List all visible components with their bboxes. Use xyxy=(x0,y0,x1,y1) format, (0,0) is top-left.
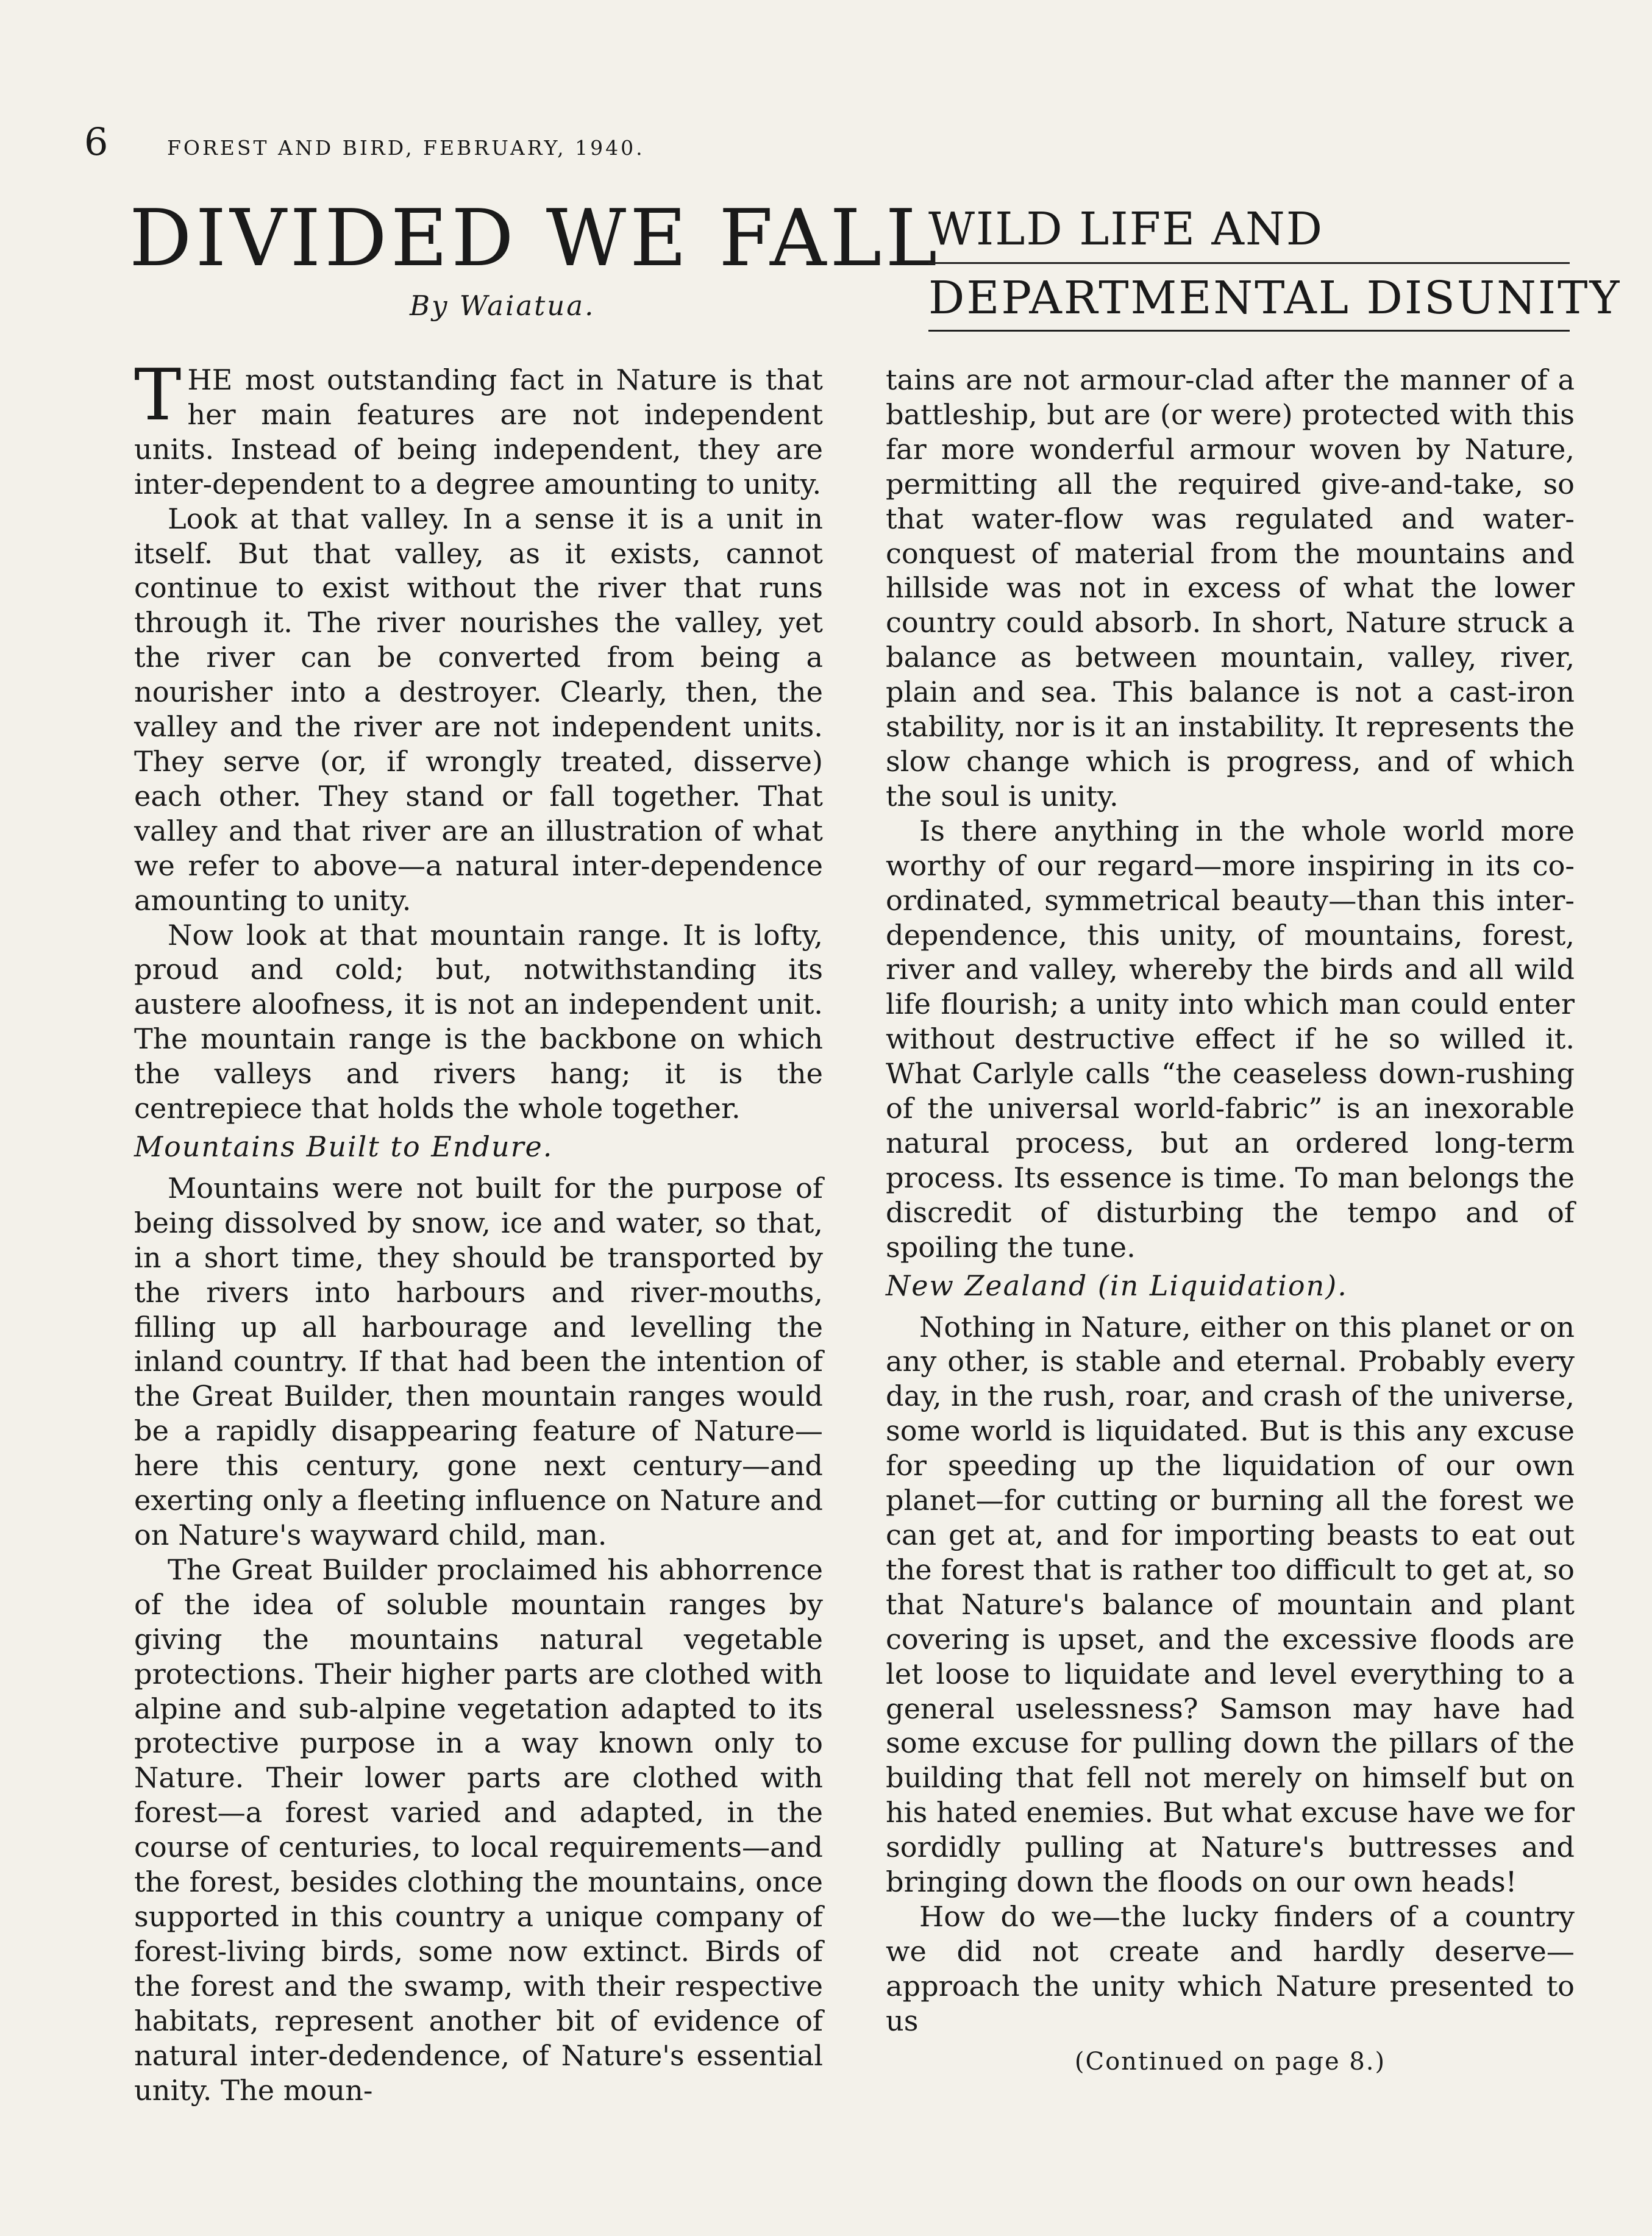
section-heading: Mountains Built to Endure. xyxy=(134,1130,554,1163)
paragraph: The Great Builder proclaimed his abhorrence of the idea of soluble mountain ranges by giving the mountains natural vegetable protections. Their higher parts are clothed with alpine and sub-alpine vegetation adapted to its protective purpose in a way known only to Nature. Their lower parts are clothed with forest—a forest varied and adapted, in the course of centuries, to local requirements—and the forest, besides clothing the mountains, once supported in this country a unique company of forest-living birds, some now extinct. Birds of the forest and the swamp, with their respective habitats, represent another bit of evidence of natural inter-dedendence, of Nature's essential unity. The moun- xyxy=(134,1553,823,2107)
paragraph: tains are not armour-clad after the manner of a battleship, but are (or were) protected with this far more wonderful armour woven by Nature, permitting all the required give-and-take, so that water-flow was regulated and water-conquest of material from the mountains and hillside was not in excess of what the lower country could absorb. In short, Nature struck a balance as between mountain, valley, river, plain and sea. This balance is not a cast-iron stability, nor is it an instability. It represents the slow change which is progress, and of which the soul is unity. xyxy=(886,363,1575,813)
paragraph: Look at that valley. In a sense it is a unit in itself. But that valley, as it exists, cannot continue to exist without the river that runs through it. The river nourishes the valley, yet the river can be converted from being a nourisher into a destroyer. Clearly, then, the valley and the river are not independent units. They serve (or, if wrongly treated, disserve) each other. They stand or fall together. That valley and that river are an illustration of what we refer to above—a natural inter-dependence amounting to unity. xyxy=(134,502,823,917)
paragraph: Now look at that mountain range. It is lofty, proud and cold; but, notwithstanding its austere aloofness, it is not an independent unit. The mountain range is the backbone on which the valleys and rivers hang; it is the centrepiece that holds the whole together. xyxy=(134,918,823,1125)
left-column xyxy=(134,354,823,2107)
article-byline: By Waiatua. xyxy=(410,290,596,322)
article-subhead xyxy=(928,201,1622,332)
section-heading: New Zealand (in Liquidation). xyxy=(886,1269,1348,1302)
paragraph-text: HE most outstanding fact in Nature is that her main features are not independent units. Instead of being independent, they are inter-dependent to a degree amounting to unity. xyxy=(134,363,823,500)
continued-note: (Continued on page 8.) xyxy=(1074,2047,1386,2076)
running-head: FOREST AND BIRD, FEBRUARY, 1940. xyxy=(167,136,645,160)
right-column xyxy=(886,363,1575,2079)
subhead-line-1: WILD LIFE AND xyxy=(928,201,1570,264)
paragraph: Mountains were not built for the purpose of being dissolved by snow, ice and water, so that, in a short time, they should be transported by the rivers into harbours and river-mouths, filling up all harbourage and levelling the inland country. If that had been the intention of the Great Builder, then mountain ranges would be a rapidly disappearing feature of Nature—here this century, gone next century—and exerting only a fleeting influence on Nature and on Nature's wayward child, man. xyxy=(134,1171,823,1551)
subhead-line-2: DEPARTMENTAL DISUNITY xyxy=(928,270,1570,332)
article-title: DIVIDED WE FALL xyxy=(129,193,941,284)
paragraph xyxy=(134,354,823,502)
page-number: 6 xyxy=(84,119,109,164)
page-header xyxy=(84,119,755,174)
paragraph: Is there anything in the whole world more worthy of our regard—more inspiring in its co-ordinated, symmetrical beauty—than this inter-dependence, this unity, of mountains, forest, river and valley, whereby the birds and all wild life flourish; a unity into which man could enter without destructive effect if he so willed it. What Carlyle calls “the ceaseless down-rushing of the universal world-fabric” is an inexorable natural process, but an ordered long-term process. Its essence is time. To man belongs the discredit of disturbing the tempo and of spoiling the tune. xyxy=(886,814,1575,1264)
paragraph: How do we—the lucky finders of a country we did not create and hardly deserve—approach the unity which Nature presented to us xyxy=(886,1900,1575,2037)
paragraph: Nothing in Nature, either on this planet or on any other, is stable and eternal. Probably every day, in the rush, roar, and crash of the universe, some world is liquidated. But is this any excuse for speeding up the liquidation of our own planet—for cutting or burning all the forest we can get at, and for importing beasts to eat out the forest that is rather too difficult to get at, so that Nature's balance of mountain and plant covering is upset, and the excessive floods are let loose to liquidate and level everything to a general uselessness? Samson may have had some excuse for pulling down the pillars of the building that fell not merely on himself but on his hated enemies. But what excuse have we for sordidly pulling at Nature's buttresses and bringing down the floods on our own heads! xyxy=(886,1310,1575,1899)
drop-cap: T xyxy=(134,354,182,436)
